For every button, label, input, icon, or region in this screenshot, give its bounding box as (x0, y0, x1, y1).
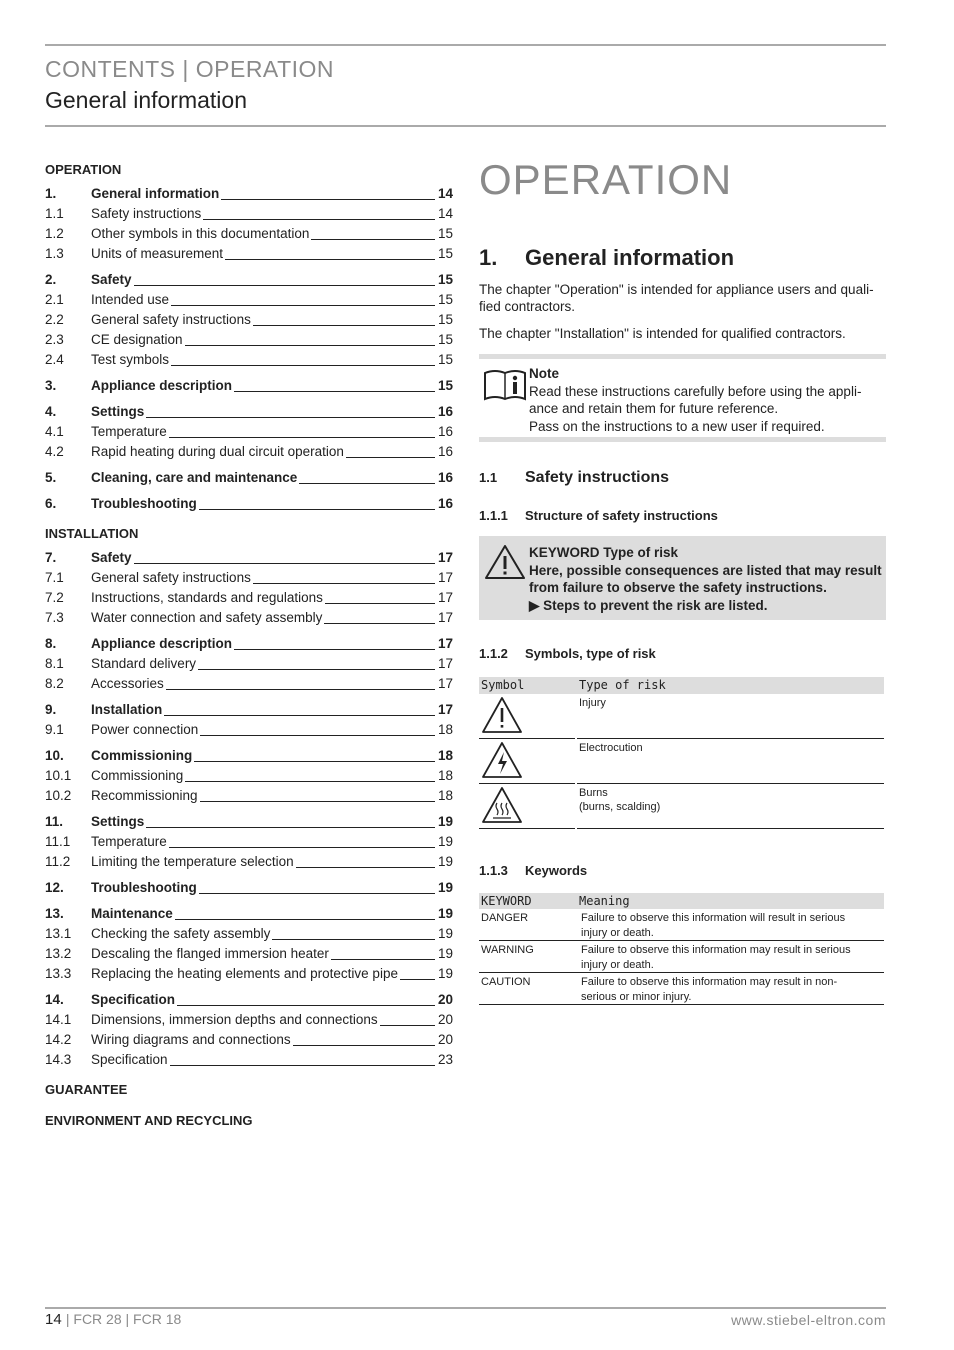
intro-line-2: fied contractors. (479, 299, 576, 314)
toc-entry-number: 10.2 (45, 788, 72, 803)
toc-entry[interactable] (45, 964, 453, 984)
toc-leader-line (194, 761, 435, 762)
footer-rule (45, 1307, 886, 1309)
toc-entry[interactable] (45, 766, 453, 786)
toc-leader-line (272, 939, 435, 940)
toc-entry-page: 17 (437, 656, 453, 671)
toc-entry-label: Units of measurement (91, 246, 224, 261)
section-number: 1. (479, 245, 498, 270)
keyword-cell: CAUTION (479, 973, 579, 1005)
toc-entry[interactable] (45, 402, 453, 422)
toc-entry[interactable] (45, 924, 453, 944)
note-line-1: Read these instructions carefully before using the appli- (529, 383, 862, 399)
subsubsection-title: Structure of safety instructions (525, 508, 718, 523)
toc-entry-label: Cleaning, care and maintenance (91, 470, 298, 485)
toc-leader-line (198, 669, 435, 670)
toc-operation-list (45, 184, 453, 514)
toc-entry-number: 2.2 (45, 312, 64, 327)
toc-entry-number: 9. (45, 702, 57, 717)
table-cell-risk (577, 784, 884, 829)
toc-entry-number: 12. (45, 880, 64, 895)
toc-leader-line (253, 583, 435, 584)
toc-entry-page: 16 (437, 496, 453, 511)
toc-entry-page: 17 (437, 590, 453, 605)
table-cell-risk (577, 694, 884, 739)
toc-entry-page: 17 (437, 570, 453, 585)
keyword-cell: WARNING (479, 941, 579, 973)
toc-entry-page: 19 (437, 854, 453, 869)
footer-left (45, 1311, 181, 1328)
toc-entry[interactable] (45, 330, 453, 350)
toc-leader-line (203, 219, 435, 220)
toc-leader-line (311, 239, 435, 240)
toc-entry-label: Appliance description (91, 636, 233, 651)
warning-triangle-icon (481, 696, 523, 734)
toc-entry-label: Power connection (91, 722, 199, 737)
toc-entry-number: 10.1 (45, 768, 72, 783)
subsection-heading (479, 469, 669, 487)
toc-entry[interactable] (45, 786, 453, 806)
toc-entry-label: Troubleshooting (91, 496, 197, 511)
table-header-row (479, 677, 884, 694)
table-cell-risk (577, 739, 884, 784)
toc-entry[interactable] (45, 1050, 453, 1070)
toc-leader-line (185, 345, 435, 346)
toc-leader-line (325, 603, 435, 604)
toc-leader-line (164, 715, 435, 716)
toc-leader-line (225, 259, 435, 260)
table-row (479, 694, 884, 739)
toc-leader-line (169, 847, 435, 848)
toc-entry-number: 4.2 (45, 444, 64, 459)
toc-entry-page: 17 (437, 610, 453, 625)
meaning-line: Failure to observe this information will result in serious (581, 912, 846, 924)
note-box (479, 354, 886, 442)
toc-entry-page: 15 (437, 226, 453, 241)
toc-leader-line (234, 391, 435, 392)
toc-entry-label: Commissioning (91, 748, 193, 763)
subsection-title: Safety instructions (525, 469, 670, 486)
burns-icon (481, 786, 523, 824)
toc-entry-number: 10. (45, 748, 64, 763)
risk-detail: (burns, scalding) (579, 801, 661, 813)
toc-entry-label: Water connection and safety assembly (91, 610, 323, 625)
toc-entry-label: Appliance description (91, 378, 233, 393)
subsubsection-title: Symbols, type of risk (525, 646, 656, 661)
footer-url[interactable]: www.stiebel-eltron.com (731, 1312, 886, 1328)
toc-entry[interactable] (45, 310, 453, 330)
toc-entry-number: 1.1 (45, 206, 64, 221)
toc-entry-number: 2.1 (45, 292, 64, 307)
toc-entry-number: 9.1 (45, 722, 64, 737)
toc-entry[interactable] (45, 376, 453, 396)
toc-leader-line (200, 735, 435, 736)
meaning-cell (579, 909, 884, 941)
toc-entry-page: 19 (437, 906, 453, 921)
meaning-cell (579, 973, 884, 1005)
toc-entry-label: Limiting the temperature selection (91, 854, 294, 869)
toc-entry-label: CE designation (91, 332, 183, 347)
toc-entry-number: 13.1 (45, 926, 72, 941)
toc-entry[interactable] (45, 944, 453, 964)
toc-leader-line (146, 417, 435, 418)
toc-leader-line (177, 1005, 435, 1006)
toc-entry-page: 23 (437, 1052, 453, 1067)
toc-leader-line (185, 781, 435, 782)
toc-section-guarantee[interactable]: GUARANTEE (45, 1082, 128, 1097)
toc-entry-number: 2. (45, 272, 57, 287)
toc-leader-line (400, 979, 435, 980)
header-breadcrumb: CONTENTS | OPERATION (45, 56, 335, 82)
subsubsection-number: 1.1.2 (479, 646, 508, 661)
toc-entry[interactable] (45, 832, 453, 852)
toc-entry[interactable] (45, 878, 453, 898)
warning-title: KEYWORD Type of risk (529, 545, 679, 560)
toc-entry-page: 16 (437, 470, 453, 485)
toc-entry-label: Replacing the heating elements and protective pipe (91, 966, 398, 981)
toc-leader-line (199, 893, 435, 894)
toc-entry[interactable] (45, 204, 453, 224)
toc-entry-page: 19 (437, 946, 453, 961)
risk-label: Electrocution (579, 742, 643, 754)
toc-section-installation: INSTALLATION (45, 526, 139, 541)
table-header-cell: Meaning (579, 894, 630, 908)
table-row (479, 909, 884, 941)
toc-entry[interactable] (45, 184, 453, 204)
toc-entry-number: 14.2 (45, 1032, 72, 1047)
toc-entry-label: General safety instructions (91, 312, 251, 327)
toc-entry-label: Rapid heating during dual circuit operation (91, 444, 344, 459)
toc-entry-label: General safety instructions (91, 570, 251, 585)
toc-entry-label: Descaling the flanged immersion heater (91, 946, 329, 961)
toc-entry-page: 15 (437, 378, 453, 393)
toc-entry-label: Maintenance (91, 906, 173, 921)
toc-entry-label: Specification (91, 992, 176, 1007)
toc-entry-label: Accessories (91, 676, 164, 691)
table-cell-symbol (479, 784, 575, 829)
table-cell-symbol (479, 739, 575, 784)
toc-entry[interactable] (45, 270, 453, 290)
toc-entry-number: 1. (45, 186, 57, 201)
toc-leader-line (169, 437, 435, 438)
toc-entry[interactable] (45, 634, 453, 654)
toc-entry-number: 14.1 (45, 1012, 72, 1027)
toc-entry-number: 13. (45, 906, 64, 921)
toc-entry[interactable] (45, 468, 453, 488)
toc-entry-page: 18 (437, 748, 453, 763)
table-row (479, 941, 884, 973)
toc-leader-line (171, 305, 435, 306)
toc-entry-label: Test symbols (91, 352, 170, 367)
toc-entry-number: 8.1 (45, 656, 64, 671)
intro-paragraph (479, 281, 887, 315)
subsubsection-number: 1.1.1 (479, 508, 508, 523)
toc-leader-line (293, 1045, 435, 1046)
toc-entry-number: 5. (45, 470, 57, 485)
subsubsection-heading-keywords (479, 863, 587, 878)
meaning-line: injury or death. (581, 926, 654, 939)
toc-leader-line (380, 1025, 435, 1026)
toc-entry-label: Recommissioning (91, 788, 198, 803)
toc-entry-page: 15 (437, 352, 453, 367)
toc-entry-label: Dimensions, immersion depths and connections (91, 1012, 378, 1027)
toc-entry-page: 19 (437, 966, 453, 981)
toc-entry-number: 13.2 (45, 946, 72, 961)
toc-entry[interactable] (45, 1030, 453, 1050)
toc-entry-number: 1.3 (45, 246, 64, 261)
toc-entry-label: Temperature (91, 424, 167, 439)
footer-models: | FCR 28 | FCR 18 (65, 1311, 182, 1327)
header-top-rule (45, 44, 886, 46)
toc-entry-page: 18 (437, 788, 453, 803)
risk-label: Injury (579, 697, 606, 709)
toc-entry-number: 7. (45, 550, 57, 565)
toc-entry[interactable] (45, 720, 453, 740)
toc-leader-line (296, 867, 435, 868)
toc-entry-number: 11. (45, 814, 64, 829)
chapter-title: OPERATION (479, 156, 733, 203)
toc-entry-number: 1.2 (45, 226, 64, 241)
toc-entry-number: 2.3 (45, 332, 64, 347)
meaning-line: Failure to observe this information may result in non- (581, 976, 838, 988)
toc-entry[interactable] (45, 548, 453, 568)
toc-entry-label: Wiring diagrams and connections (91, 1032, 291, 1047)
toc-entry[interactable] (45, 350, 453, 370)
toc-entry-page: 19 (437, 926, 453, 941)
toc-entry-number: 6. (45, 496, 57, 511)
toc-entry-label: Safety (91, 272, 132, 287)
toc-entry-label: Temperature (91, 834, 167, 849)
toc-entry-number: 11.2 (45, 854, 71, 869)
meaning-line: Failure to observe this information may result in serious (581, 944, 851, 956)
toc-entry-label: Standard delivery (91, 656, 197, 671)
table-row (479, 784, 884, 829)
toc-entry-number: 7.3 (45, 610, 64, 625)
toc-entry-number: 2.4 (45, 352, 64, 367)
note-title: Note (529, 366, 559, 381)
toc-leader-line (221, 199, 435, 200)
toc-leader-line (199, 509, 435, 510)
toc-entry-label: Installation (91, 702, 163, 717)
table-header-cell: Symbol (481, 678, 525, 692)
header-bottom-rule (45, 125, 886, 127)
toc-leader-line (166, 689, 435, 690)
keyword-cell: DANGER (479, 909, 579, 941)
toc-entry-page: 15 (437, 332, 453, 347)
toc-entry-label: Safety instructions (91, 206, 202, 221)
toc-entry[interactable] (45, 608, 453, 628)
toc-entry-page: 19 (437, 880, 453, 895)
toc-entry-label: Commissioning (91, 768, 184, 783)
toc-entry[interactable] (45, 1010, 453, 1030)
toc-entry-page: 19 (437, 814, 453, 829)
toc-leader-line (146, 827, 435, 828)
toc-entry-label: Specification (91, 1052, 168, 1067)
toc-entry-number: 7.2 (45, 590, 64, 605)
toc-entry-page: 20 (437, 992, 453, 1007)
symbols-table (479, 677, 884, 829)
toc-entry-number: 3. (45, 378, 57, 393)
table-of-contents (45, 160, 453, 1131)
toc-entry-label: Intended use (91, 292, 170, 307)
toc-section-environment[interactable]: ENVIRONMENT AND RECYCLING (45, 1113, 253, 1128)
toc-installation-list (45, 548, 453, 1070)
toc-entry-page: 14 (437, 206, 453, 221)
toc-leader-line (324, 623, 435, 624)
toc-entry-page: 17 (437, 702, 453, 717)
toc-entry-page: 17 (437, 636, 453, 651)
toc-entry-number: 8.2 (45, 676, 64, 691)
toc-entry-label: Settings (91, 404, 145, 419)
intro-line-1: The chapter "Operation" is intended for appliance users and quali- (479, 282, 874, 297)
subsubsection-number: 1.1.3 (479, 863, 508, 878)
table-header-cell: KEYWORD (481, 894, 532, 908)
toc-leader-line (171, 365, 435, 366)
subsubsection-heading-structure (479, 508, 718, 523)
toc-entry-number: 13.3 (45, 966, 72, 981)
toc-entry-label: Troubleshooting (91, 880, 197, 895)
toc-entry[interactable] (45, 674, 453, 694)
toc-leader-line (175, 919, 435, 920)
meaning-line: injury or death. (581, 958, 654, 971)
installation-paragraph: The chapter "Installation" is intended for qualified contractors. (479, 326, 846, 341)
note-line-3: Pass on the instructions to a new user if required. (529, 418, 825, 434)
toc-entry-page: 15 (437, 246, 453, 261)
table-row (479, 973, 884, 1005)
toc-leader-line (299, 483, 435, 484)
toc-entry-number: 7.1 (45, 570, 64, 585)
table-header-row (479, 893, 884, 909)
toc-entry-number: 11.1 (45, 834, 71, 849)
warning-box (479, 536, 886, 620)
warning-line-1: Here, possible consequences are listed that may result (529, 562, 882, 578)
toc-entry[interactable] (45, 290, 453, 310)
toc-entry[interactable] (45, 244, 453, 264)
table-header-cell: Type of risk (579, 678, 666, 692)
subsubsection-heading-symbols (479, 646, 656, 661)
section-heading (479, 245, 734, 271)
warning-triangle-icon (484, 544, 526, 580)
toc-entry[interactable] (45, 568, 453, 588)
toc-leader-line (170, 1065, 435, 1066)
toc-entry-label: Instructions, standards and regulations (91, 590, 323, 605)
toc-entry-page: 18 (437, 722, 453, 737)
toc-leader-line (234, 649, 435, 650)
toc-entry-page: 19 (437, 834, 453, 849)
toc-entry-page: 16 (437, 404, 453, 419)
toc-leader-line (134, 563, 435, 564)
table-cell-symbol (479, 694, 575, 739)
toc-entry[interactable] (45, 224, 453, 244)
meaning-cell (579, 941, 884, 973)
toc-entry[interactable] (45, 654, 453, 674)
toc-entry-page: 16 (437, 424, 453, 439)
toc-entry[interactable] (45, 442, 453, 462)
toc-entry[interactable] (45, 422, 453, 442)
toc-entry[interactable] (45, 990, 453, 1010)
toc-entry-page: 15 (437, 292, 453, 307)
toc-entry-page: 15 (437, 272, 453, 287)
table-row (479, 739, 884, 784)
toc-leader-line (200, 801, 435, 802)
page-number: 14 (45, 1311, 62, 1328)
toc-leader-line (253, 325, 435, 326)
toc-entry-label: Checking the safety assembly (91, 926, 271, 941)
toc-entry[interactable] (45, 812, 453, 832)
toc-entry-label: General information (91, 186, 220, 201)
toc-section-operation: OPERATION (45, 162, 122, 177)
toc-entry-number: 4. (45, 404, 57, 419)
toc-entry-page: 16 (437, 444, 453, 459)
toc-entry-page: 20 (437, 1032, 453, 1047)
toc-entry-page: 17 (437, 550, 453, 565)
toc-entry-label: Safety (91, 550, 132, 565)
meaning-line: serious or minor injury. (581, 990, 692, 1003)
toc-entry[interactable] (45, 494, 453, 514)
electrocution-icon (481, 741, 523, 779)
toc-entry[interactable] (45, 700, 453, 720)
toc-entry-page: 17 (437, 676, 453, 691)
toc-entry-number: 14.3 (45, 1052, 72, 1067)
toc-entry-page: 18 (437, 768, 453, 783)
toc-entry-number: 4.1 (45, 424, 64, 439)
subsection-number: 1.1 (479, 470, 498, 485)
section-title: General information (525, 245, 735, 270)
toc-entry-number: 14. (45, 992, 64, 1007)
note-line-2: ance and retain them for future reference. (529, 401, 779, 416)
toc-entry-number: 8. (45, 636, 57, 651)
toc-entry-label: Settings (91, 814, 145, 829)
page-title: General information (45, 87, 247, 113)
toc-entry-page: 15 (437, 312, 453, 327)
toc-entry-page: 20 (437, 1012, 453, 1027)
toc-entry[interactable] (45, 852, 453, 872)
toc-leader-line (331, 959, 435, 960)
toc-leader-line (134, 285, 435, 286)
toc-entry[interactable] (45, 904, 453, 924)
toc-entry-label: Other symbols in this documentation (91, 226, 310, 241)
toc-entry[interactable] (45, 588, 453, 608)
subsubsection-title: Keywords (525, 863, 588, 878)
toc-entry[interactable] (45, 746, 453, 766)
risk-label: Burns (579, 787, 608, 799)
keywords-table (479, 893, 884, 1005)
toc-entry-page: 14 (437, 186, 453, 201)
note-info-icon (483, 367, 527, 403)
warning-line-3: ▶ Steps to prevent the risk are listed. (529, 597, 768, 613)
warning-line-2: from failure to observe the safety instructions. (529, 580, 827, 595)
toc-leader-line (346, 457, 435, 458)
